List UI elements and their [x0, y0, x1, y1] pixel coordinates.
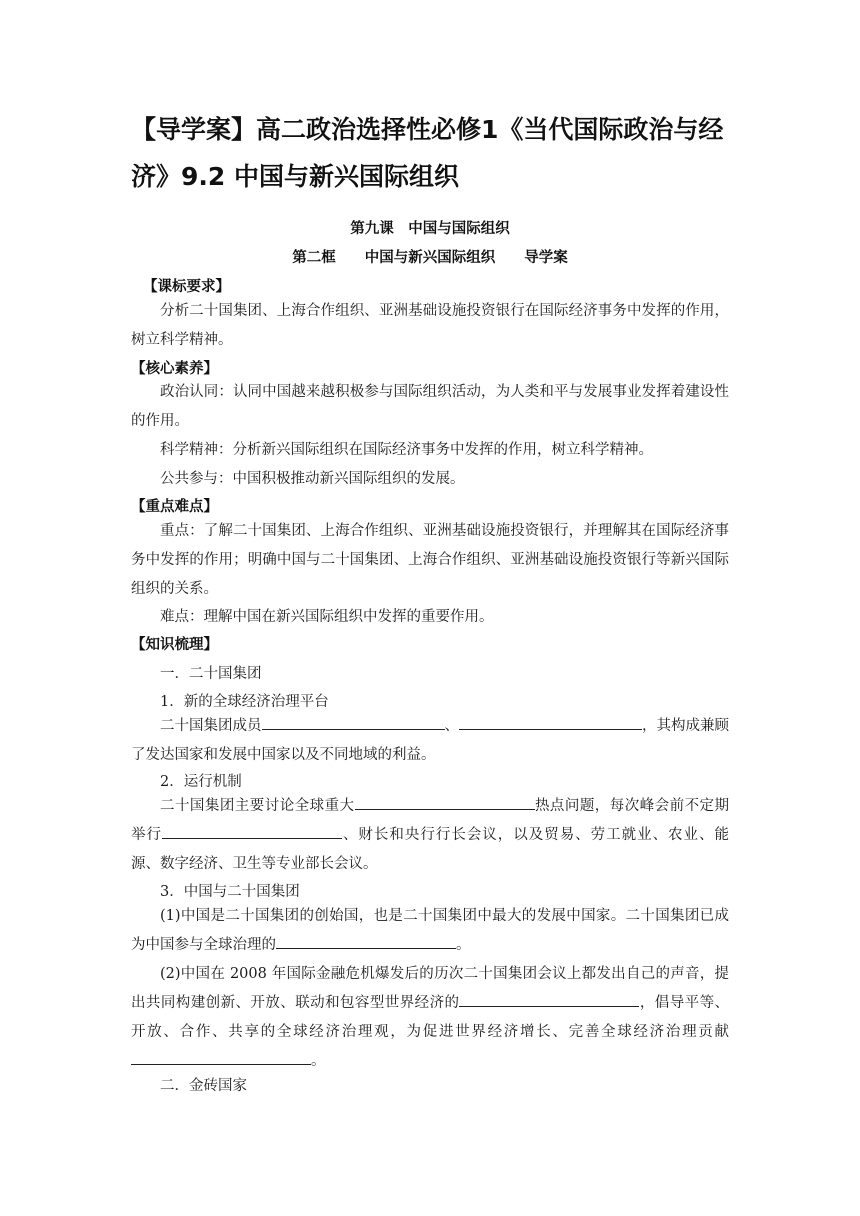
curriculum-heading: 【课标要求】	[143, 279, 230, 295]
item3-heading: 3．中国与二十国集团	[160, 884, 300, 900]
keypoints-heading: 【重点难点】	[131, 499, 218, 515]
item3-2c: 。	[311, 1053, 326, 1069]
item3-1a: (1)中国是二十国集团的创始国，也是二十国集团中最大的发展中国家。二十国集团已成为中国参与全球治理的	[131, 908, 729, 953]
item2-heading: 2．运行机制	[160, 774, 242, 790]
part1-heading: 一．二十国集团	[160, 666, 262, 682]
curriculum-text: 分析二十国集团、上海合作组织、亚洲基础设施投资银行在国际经济事务中发挥的作用，树立科学精神。	[131, 303, 729, 348]
fill-blank[interactable]	[162, 824, 342, 839]
item2-text-b: 热点问题，每次峰会前不定期举行	[131, 798, 729, 843]
part2-heading: 二．金砖国家	[160, 1078, 247, 1094]
fill-blank[interactable]	[459, 992, 639, 1007]
section-heading: 第二框 中国与新兴国际组织 导学案	[292, 250, 568, 266]
lesson-heading: 第九课 中国与国际组织	[350, 221, 510, 237]
item2-text-a: 二十国集团主要讨论全球重大	[160, 798, 355, 814]
document-title: 【导学案】高二政治选择性必修1《当代国际政治与经济》9.2 中国与新兴国际组织	[131, 115, 724, 191]
item1-text-b: 、	[444, 718, 459, 734]
fill-blank[interactable]	[131, 1050, 311, 1065]
fill-blank[interactable]	[276, 934, 456, 949]
knowledge-heading: 【知识梳理】	[131, 637, 218, 653]
item3-2b: ，倡导平等、开放、合作、共享的全球经济治理观，为促进世界经济增长、完善全球经济治理贡献	[131, 995, 730, 1040]
fill-blank[interactable]	[355, 795, 535, 810]
literacy-public: 公共参与：中国积极推动新兴国际组织的发展。	[160, 471, 465, 487]
keypoints-key: 重点：了解二十国集团、上海合作组织、亚洲基础设施投资银行，并理解其在国际经济事务中发挥的作用；明确中国与二十国集团、上海合作组织、亚洲基础设施投资银行等新兴国际组织的关系。	[131, 523, 729, 597]
literacy-science: 科学精神：分析新兴国际组织在国际经济事务中发挥的作用，树立科学精神。	[160, 442, 653, 458]
item1-heading: 1．新的全球经济治理平台	[160, 694, 329, 710]
item1-text-a: 二十国集团成员	[160, 718, 262, 734]
item3-2a: (2)中国在 2008 年国际金融危机爆发后的历次二十国集团会议上都发出自己的声音，提出共同构建创新、开放、联动和包容型世界经济的	[131, 966, 729, 1011]
item3-1b: 。	[456, 937, 471, 953]
item2-text-c: 、财长和央行行长会议，以及贸易、劳工就业、农业、能源、数字经济、卫生等专业部长会议。	[131, 827, 730, 872]
item3-1-text	[131, 902, 729, 960]
literacy-heading: 【核心素养】	[131, 361, 218, 377]
item1-text	[131, 712, 729, 770]
keypoints-difficult: 难点：理解中国在新兴国际组织中发挥的重要作用。	[160, 609, 494, 625]
literacy-political: 政治认同：认同中国越来越积极参与国际组织活动，为人类和平与发展事业发挥着建设性的作用。	[131, 384, 729, 429]
fill-blank[interactable]	[459, 715, 642, 730]
item3-2-text	[131, 960, 729, 1076]
fill-blank[interactable]	[262, 715, 445, 730]
item2-text	[131, 792, 729, 879]
item1-text-c: ，其构成兼顾了发达国家和发展中国家以及不同地域的利益。	[131, 718, 729, 763]
